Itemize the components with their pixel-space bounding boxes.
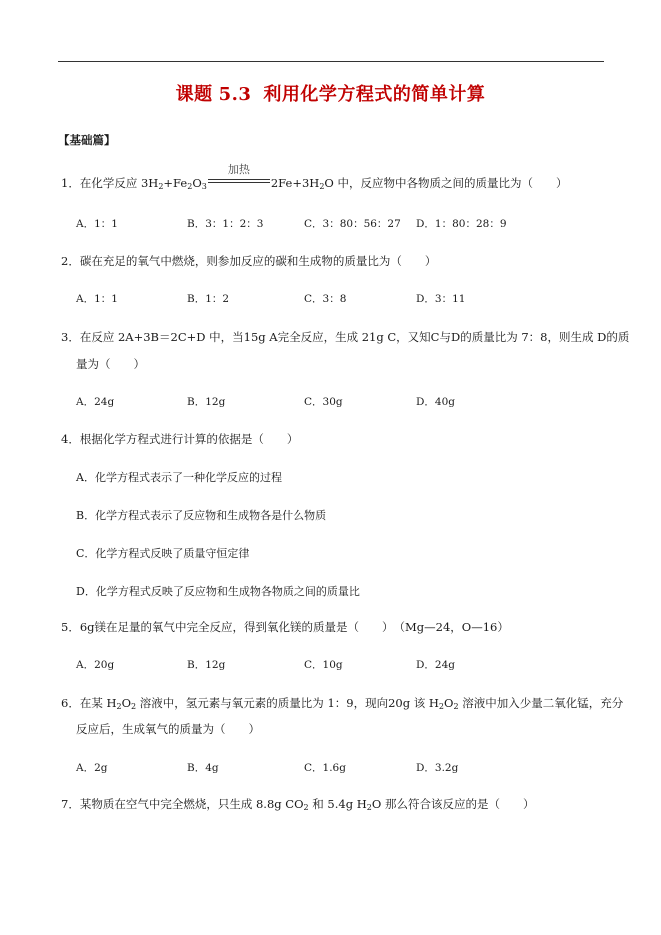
question-1-stem: 1．在化学反应 $3H_2+Fe_2O_3$ 加热 $2Fe+3H_2O$ 中，反应物中各物质之间的质量比为（ ）: [61, 163, 568, 191]
option-b[interactable]: B．4g: [187, 762, 219, 774]
title-text: 利用化学方程式的简单计算: [263, 84, 486, 105]
option-d[interactable]: D．3：11: [416, 293, 466, 305]
title-number: 5.3: [218, 84, 252, 105]
question-4-stem: 4．根据化学方程式进行计算的依据是（ ）: [61, 432, 299, 446]
option-a[interactable]: A．1：1: [76, 293, 118, 305]
option-a[interactable]: A．1：1: [76, 218, 118, 230]
option-a[interactable]: A．20g: [76, 659, 115, 671]
option-b[interactable]: B．1：2: [187, 293, 230, 305]
option-d[interactable]: D．3.2g: [416, 762, 459, 774]
reaction-condition-arrow: [208, 163, 270, 188]
question-7-stem: 7．某物质在空气中完全燃烧，只生成 8.8g $CO_2$ 和 5.4g $H_2O$ 那么符合该反应的是（ ）: [61, 797, 535, 812]
option-b[interactable]: B．12g: [187, 396, 226, 408]
option-d[interactable]: D．化学方程式反映了反应物和生成物各物质之间的质量比: [76, 585, 360, 598]
reaction-condition: 加热: [227, 163, 250, 176]
option-b[interactable]: B．3：1：2：3: [187, 218, 264, 230]
page-title: [0, 80, 661, 106]
question-2-stem: 2．碳在充足的氧气中燃烧，则参加反应的碳和生成物的质量比为（ ）: [61, 254, 437, 268]
title-prefix: 课题: [175, 84, 213, 105]
option-c[interactable]: C．3：8: [304, 293, 347, 305]
section-heading: 【基础篇】: [58, 133, 116, 147]
option-a[interactable]: A．24g: [76, 396, 115, 408]
question-3-stem-cont: 量为（ ）: [76, 357, 145, 371]
option-c[interactable]: C．化学方程式反映了质量守恒定律: [76, 547, 250, 560]
question-3-stem: 3．在反应 2A+3B＝2C+D 中，当15g A完全反应，生成 21g C，又知C与D的质量比为 7：8，则生成 D的质: [61, 330, 630, 344]
question-6-stem: 6．在某 $H_2O_2$ 溶液中，氢元素与氧元素的质量比为 1：9，现向20g 该 $H_2O_2$ 溶液中加入少量二氧化锰，充分: [61, 696, 624, 711]
option-c[interactable]: C．1.6g: [304, 762, 346, 774]
option-c[interactable]: C．3：80：56：27: [304, 218, 401, 230]
option-d[interactable]: D．1：80：28：9: [416, 218, 507, 230]
option-d[interactable]: D．24g: [416, 659, 456, 671]
question-6-stem-cont: 反应后，生成氧气的质量为（ ）: [76, 722, 260, 736]
option-b[interactable]: B．化学方程式表示了反应物和生成物各是什么物质: [76, 509, 327, 522]
question-5-stem: 5．6g镁在足量的氧气中完全反应，得到氧化镁的质量是（ ） （Mg—24，O—16）: [61, 620, 509, 634]
option-d[interactable]: D．40g: [416, 396, 456, 408]
option-c[interactable]: C．10g: [304, 659, 343, 671]
option-c[interactable]: C．30g: [304, 396, 343, 408]
option-b[interactable]: B．12g: [187, 659, 226, 671]
option-a[interactable]: A．2g: [76, 762, 108, 774]
option-a[interactable]: A．化学方程式表示了一种化学反应的过程: [76, 471, 282, 484]
header-rule: [58, 61, 604, 62]
